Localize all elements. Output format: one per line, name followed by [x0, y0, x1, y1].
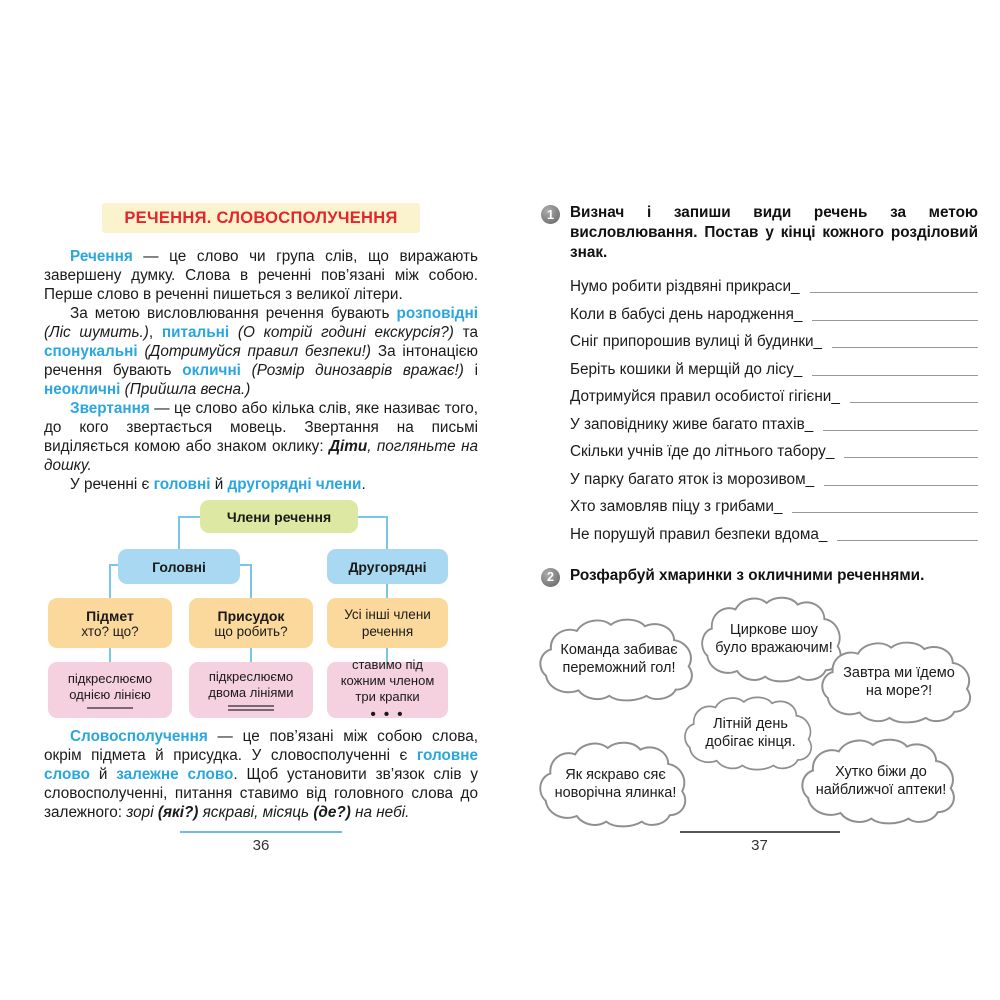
- answer-blank-line[interactable]: [850, 402, 978, 403]
- cloud-text: Як яскраво сяє новорічна ялинка!: [554, 766, 677, 801]
- answer-blank-line[interactable]: [832, 347, 978, 348]
- diagram-main-node: [118, 549, 240, 584]
- cloud-sentence[interactable]: [683, 695, 818, 771]
- sentence-row: [570, 359, 978, 379]
- connector-line: [179, 516, 200, 518]
- right-page-footer: [541, 831, 978, 854]
- diagram-root-label: Члени речення: [226, 508, 332, 525]
- chapter-title: РЕЧЕННЯ. СЛОВОСПОЛУЧЕННЯ: [124, 209, 398, 227]
- left-page-number: 36: [252, 837, 270, 854]
- right-page-number: 37: [751, 836, 768, 854]
- sentence-text: У заповіднику живе багато птахів_: [570, 415, 814, 433]
- task1-sentence-list: [570, 276, 978, 544]
- single-underline-mark: [87, 707, 133, 709]
- sentence-row: [570, 441, 978, 461]
- cloud-text: Команда забиває переможний гол!: [560, 642, 678, 676]
- sentence-members-diagram: [44, 500, 478, 723]
- sentence-row: [570, 414, 978, 434]
- answer-blank-line[interactable]: [823, 430, 978, 431]
- diagram-main-label: Головні: [152, 558, 206, 575]
- sentence-row: [570, 304, 978, 324]
- sentence-row: [570, 496, 978, 516]
- diagram-predicate-node: [189, 598, 313, 648]
- paragraph-word-combination: Словосполучення — це пов’язані між собою слова, окрім підмета й присудка. У словосполученні є головне слово й залежне слово. Щоб установити зв’язок слів у словосполученні, питання ставимо від головного слова до залежного: зорі (які?) яскраві, місяць (де?) на небі.: [44, 728, 478, 821]
- connector-line: [178, 516, 180, 549]
- diagram-predicate-questions: що робить?: [214, 623, 288, 639]
- connector-line: [250, 648, 252, 662]
- cloud-sentence[interactable]: [820, 640, 978, 724]
- cloud-text: Літній день добігає кінця.: [705, 715, 796, 750]
- right-page: [541, 203, 978, 854]
- sentence-row: [570, 524, 978, 544]
- answer-blank-line[interactable]: [812, 375, 978, 376]
- sentence-text: Дотримуйся правил особистої гігієни_: [570, 388, 840, 405]
- connector-line: [109, 648, 111, 662]
- diagram-predicate-title: Присудок: [217, 607, 285, 624]
- paragraph-address-definition: Звертання — це слово або кілька слів, яке називає того, до кого звертається мовець. Звертання на письмі виділяється комою або знаком оклику: Діти, погляньте на дошку.: [44, 400, 478, 474]
- answer-blank-line[interactable]: [844, 457, 978, 458]
- paragraph-sentence-types: За метою висловлювання речення бувають розповідні (Ліс шумить.), питальні (О котрій годині екскурсія?) та спонукальні (Дотримуйся правил безпеки!) За інтонацією речення бувають окличні (Розмір динозаврів вражає!) і неокличні (Прийшла весна.): [44, 305, 479, 398]
- sentence-row: [570, 469, 978, 489]
- diagram-root-node: [200, 500, 358, 533]
- left-page: [44, 203, 478, 854]
- left-page-footer: [44, 831, 478, 854]
- connector-line: [110, 564, 118, 566]
- connector-line: [358, 516, 388, 518]
- task1-prompt: Визнач і запиши види речень за метою висловлювання. Постав у кінці кожного розділовий знак.: [570, 204, 978, 261]
- sentence-text: Сніг припорошив вулиці й будинки_: [570, 333, 823, 350]
- answer-blank-line[interactable]: [810, 292, 978, 293]
- diagram-predicate-mark-node: [189, 662, 313, 718]
- answer-blank-line[interactable]: [837, 540, 978, 541]
- sentence-text: Не порушуй правил безпеки вдома_: [570, 525, 828, 543]
- sentence-text: У парку багато яток із морозивом_: [570, 470, 815, 488]
- clouds-area: [541, 595, 978, 831]
- diagram-others-label: Усі інші члени речення: [344, 607, 431, 639]
- connector-line: [386, 516, 388, 549]
- sentence-text: Беріть кошики й мерщій до лісу_: [570, 360, 803, 378]
- chapter-title-box: [102, 203, 420, 233]
- diagram-others-mark-node: [327, 657, 448, 723]
- diagram-secondary-node: [327, 549, 448, 584]
- sentence-row: [570, 386, 978, 406]
- sentence-text: Коли в бабусі день народження_: [570, 305, 803, 323]
- task1-number-badge: 1: [541, 205, 560, 224]
- diagram-subject-title: Підмет: [86, 607, 134, 624]
- sentence-row: [570, 276, 978, 296]
- diagram-subject-mark-node: [48, 662, 172, 718]
- paragraph-sentence-definition: Речення — це слово чи група слів, що виражають завершену думку. Слова в реченні пов’язані між собою. Перше слово в реченні пишеться з великої літери.: [44, 248, 478, 303]
- sentence-text: Скільки учнів їде до літнього табору_: [570, 443, 835, 460]
- connector-line: [386, 584, 388, 598]
- cloud-text: Хутко біжи до найближчої аптеки!: [815, 763, 947, 798]
- task2-header: [541, 566, 978, 587]
- diagram-others-mark-text: ставимо під кожним членом три крапки: [340, 657, 435, 704]
- task2-number-badge: 2: [541, 568, 560, 587]
- diagram-predicate-mark-text: підкреслюємо двома лініями: [208, 669, 294, 700]
- diagram-subject-node: [48, 598, 172, 648]
- paragraph-members-intro: У реченні є головні й другорядні члени.: [70, 476, 366, 493]
- diagram-subject-questions: хто? що?: [81, 623, 139, 639]
- double-underline-mark: [228, 709, 274, 711]
- diagram-others-node: [327, 598, 448, 648]
- diagram-secondary-label: Другорядні: [348, 558, 427, 575]
- cloud-sentence[interactable]: [538, 617, 700, 702]
- footer-divider: [680, 831, 840, 833]
- cloud-sentence[interactable]: [538, 740, 693, 828]
- answer-blank-line[interactable]: [824, 485, 978, 486]
- footer-divider: [180, 831, 342, 833]
- diagram-subject-mark-text: підкреслюємо однією лінією: [67, 671, 153, 702]
- sentence-row: [570, 331, 978, 351]
- connector-line: [250, 564, 252, 598]
- double-underline-mark: [228, 705, 274, 707]
- sentence-text: Нумо робити різдвяні прикраси_: [570, 278, 800, 295]
- sentence-text: Хто замовляв піцу з грибами_: [570, 498, 783, 515]
- three-dots-mark: • • •: [370, 706, 405, 723]
- task1-header: [541, 203, 978, 263]
- cloud-text: Завтра ми їдемо на море?!: [843, 664, 955, 699]
- answer-blank-line[interactable]: [812, 320, 978, 321]
- cloud-text: Циркове шоу було вражаючим!: [715, 621, 833, 656]
- cloud-sentence[interactable]: [800, 737, 962, 825]
- answer-blank-line[interactable]: [792, 512, 978, 513]
- task2-prompt: Розфарбуй хмаринки з окличними реченнями.: [570, 566, 925, 584]
- connector-line: [109, 564, 111, 598]
